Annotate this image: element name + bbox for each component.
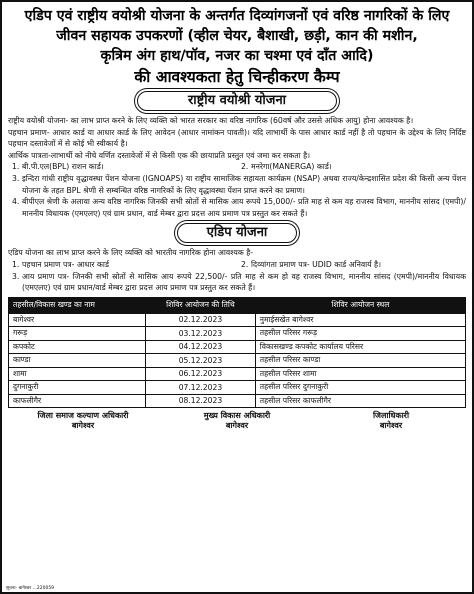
cell-date: 03.12.2023 [146, 327, 256, 341]
cell-venue: तहसील परिसर काफलीगैर [255, 394, 465, 408]
headline-line-1: एडिप एवं राष्ट्रीय वयोश्री योजना के अन्तर्गत दिव्यांगजनों एवं वरिष्ठ नागरिकों के लिए [24, 8, 450, 24]
camp-schedule-table [8, 297, 466, 409]
item-number: 2. [241, 259, 249, 269]
item-number: 3. [12, 271, 20, 281]
signatory-title: जिला समाज कल्याण अधिकारी [37, 411, 129, 421]
rvy-economic-eligibility-text: आर्थिक पात्रता-लाभार्थी को नीचे वर्णित दस्तावेजों में से किसी एक की छायाप्रति प्रस्तुत एवं जमा कर सकता है। [8, 150, 311, 160]
table-row [9, 340, 466, 354]
cell-venue: विकासखण्ड कपकोट कार्यालय परिसर [255, 340, 465, 354]
cell-date: 07.12.2023 [146, 381, 256, 395]
cell-tehsil: गरूड़ [9, 327, 146, 341]
col-header-date: शिविर आयोजन की तिथि [146, 297, 256, 313]
rvy-item-income [8, 196, 466, 219]
cell-venue: तहसील परिसर शामा [255, 367, 465, 381]
rvy-section-title: राष्ट्रीय वयोश्री योजना [137, 91, 337, 111]
rvy-item-pension [8, 173, 466, 196]
item-number: 1. [12, 162, 20, 172]
adip-item-aadhaar: पहचान प्रमाण पत्र- आधार कार्ड [22, 259, 109, 269]
adip-item-income [8, 271, 466, 294]
table-row [9, 354, 466, 368]
table-row [9, 313, 466, 327]
cell-tehsil: बागेश्वर [9, 313, 146, 327]
cell-date: 02.12.2023 [146, 313, 256, 327]
rvy-item-bpl: बी.पी.एल(BPL) राशन कार्ड। [22, 162, 104, 172]
cell-tehsil: काफलीगैर [9, 394, 146, 408]
signatory-title: मुख्य विकास अधिकारी [203, 411, 271, 421]
table-header-row [9, 297, 466, 313]
rvy-item-pension-text: इन्दिरा गांधी राष्ट्रीय वृद्धावस्था पेंशन योजना (IGNOAPS) या राष्ट्रीय सामाजिक सहायता कार्यक्रम (NSAP) अथवा राज्य/केन्द्रशासित प्रदेश की किसी अन्य पेंशन योजना के तहत BPL श्रेणी से सम्बन्धित वरिष्ठ नागरिकों के लिए वृद्धावस्था पेंशन प्राप्त करने का प्रमाण। [22, 173, 466, 195]
cell-venue: तहसील परिसर दुगनाकुरी [255, 381, 465, 395]
headline-line-4: की आवश्यकता हेतु चिन्हीकरण कैम्प [134, 68, 340, 86]
cell-date: 08.12.2023 [146, 394, 256, 408]
rvy-identity-proof-text: पहचान प्रमाण- आधार कार्ड या आधार कार्ड के लिए आवेदन (आधार नामांकन पावती)। यदि लाभार्थी के पास आधार कार्ड नहीं है तो पहचान के उद्देश्य के लिए निर्दिष्ट पहचान दस्तावेजों में से कोई भी स्वीकार्य है। [8, 127, 466, 149]
headline-line-3: कृत्रिम अंग हाथ/पॉव, नजर का चश्मा एवं दाँत आदि) [100, 48, 374, 64]
headline-line-2: जीवन सहायक उपकरणों (व्हील चेयर, बैशाखी, छड़ी, कान की मशीन, [56, 28, 418, 44]
rvy-items-row [8, 161, 466, 173]
adip-section-title: एडिप योजना [177, 223, 297, 243]
cell-date: 04.12.2023 [146, 340, 256, 354]
cell-tehsil: शामा [9, 367, 146, 381]
signatory-right [316, 411, 466, 431]
table-row [9, 394, 466, 408]
cell-date: 06.12.2023 [146, 367, 256, 381]
signatory-place: बागेश्वर [225, 421, 249, 431]
rvy-eligibility-text: राष्ट्रीय वयोश्री योजना- का लाभ प्राप्त करने के लिए व्यक्ति को भारत सरकार का वरिष्ठ नागरिक (60वर्ष और उससे अधिक आयु) होना आवश्यक है। [8, 116, 414, 125]
cell-tehsil: दुगनाकुरी [9, 381, 146, 395]
signatory-place: बागेश्वर [71, 421, 95, 431]
table-row [9, 381, 466, 395]
cell-tehsil: कपकोट [9, 340, 146, 354]
signatories [8, 411, 466, 431]
cell-date: 05.12.2023 [146, 354, 256, 368]
col-header-tehsil: तहसील/विकास खण्ड का नाम [9, 297, 146, 313]
signatory-place: बागेश्वर [379, 421, 403, 431]
col-header-venue: शिविर आयोजन स्थल [255, 297, 465, 313]
headline [8, 6, 466, 87]
signatory-title: जिलाधिकारी [372, 411, 410, 421]
signatory-left [8, 411, 158, 431]
rvy-item-income-text: बीपीएल श्रेणी के अलावा अन्य वरिष्ठ नागरिक जिनकी सभी स्रोतों से मासिक आय रूपये 15,000/- प्रति माह से कम वह राजस्व विभाग, माननीय सांसद (एमपी)/माननीय विधायक (एमएलए) एवं ग्राम प्रधान, वार्ड मेम्बर द्वारा प्रदत्त आय प्रमाण पत्र प्रस्तुत कर सकते हैं। [22, 197, 466, 218]
item-number: 4. [12, 197, 20, 207]
notice-code: सूचना- बागेश्वर ...220059 [6, 586, 55, 591]
table-row [9, 367, 466, 381]
item-number: 3. [12, 173, 20, 183]
item-number: 2. [241, 162, 249, 172]
cell-venue: नुमाईसखेत बागेश्वर [255, 313, 465, 327]
cell-tehsil: काण्डा [9, 354, 146, 368]
signatory-middle [162, 411, 312, 431]
cell-venue: तहसील परिसर गरूड़ [255, 327, 465, 341]
adip-eligibility-text: एडिप योजना का लाभ प्राप्त करने के लिए व्यक्ति को भारतीय नागरिक होना आवश्यक है- [8, 248, 254, 258]
item-number: 1. [12, 259, 20, 269]
table-row [9, 327, 466, 341]
cell-venue: तहसील परिसर काण्डा [255, 354, 465, 368]
adip-item-income-text: आय प्रमाण पत्र- जिनकी सभी स्रोतों से मासिक आय रूपये 22,500/- प्रति माह से कम हो वह राजस्व विभाग, माननीय सांसद (एमपी)/माननीय विधायक (एमएलए) एवं ग्राम प्रधान/वार्ड मेम्बर द्वारा प्रदत्त आय प्रमाण पत्र प्रस्तुत कर सकते हैं। [22, 271, 466, 293]
rvy-item-manrega: मनरेगा(MANERGA) कार्ड। [251, 162, 332, 172]
adip-items-row [8, 259, 466, 271]
adip-item-udid: दिव्यांगता प्रमाण पत्र- UDID कार्ड अनिवार्य है। [251, 259, 382, 269]
